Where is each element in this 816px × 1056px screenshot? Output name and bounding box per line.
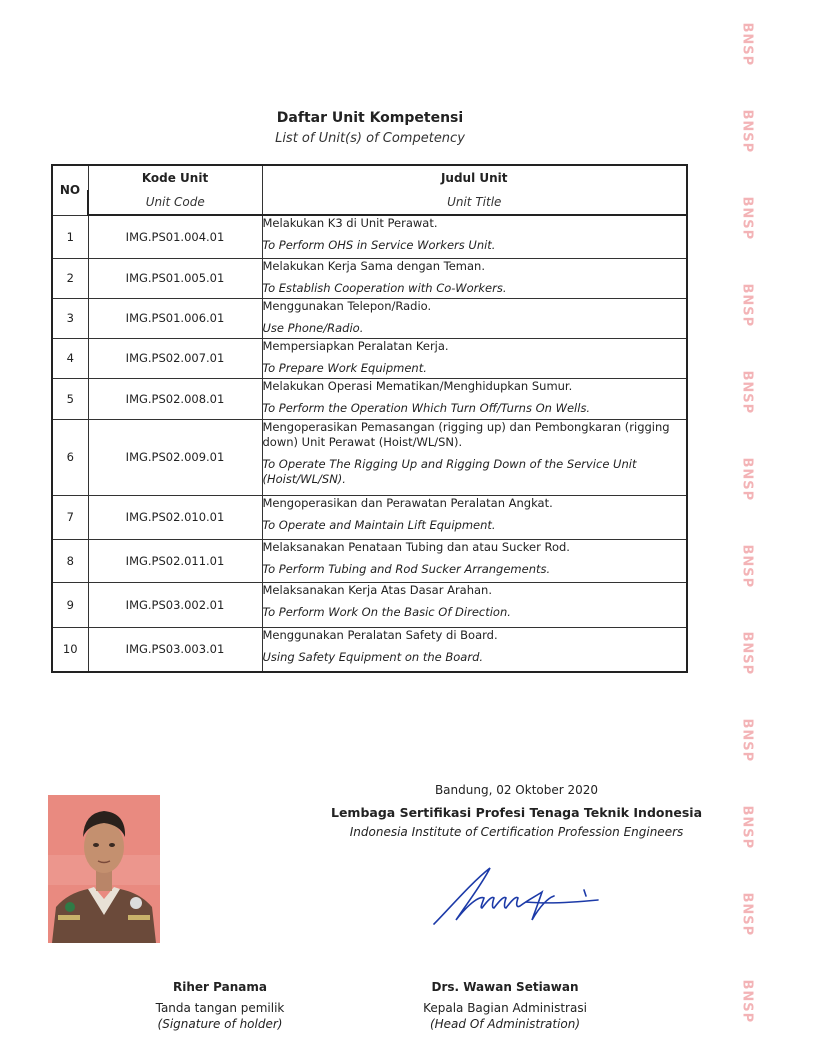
unit-title-en: To Perform Tubing and Rod Sucker Arrangements. xyxy=(262,561,551,576)
unit-title-id: Mempersiapkan Peralatan Kerja. xyxy=(262,338,449,353)
table-row xyxy=(52,582,687,627)
official-signature xyxy=(428,862,608,932)
unit-title-id: Melaksanakan Penataan Tubing dan atau Sucker Rod. xyxy=(262,539,570,554)
bnsp-watermark: BNSP xyxy=(739,283,755,328)
unit-title-en: To Prepare Work Equipment. xyxy=(262,360,427,375)
table-row xyxy=(52,627,687,672)
bnsp-watermark: BNSP xyxy=(739,457,755,502)
holder-signature-label-en: (Signature of holder) xyxy=(157,1017,283,1031)
unit-code: IMG.PS03.002.01 xyxy=(88,582,262,627)
unit-code: IMG.PS03.003.01 xyxy=(88,627,262,672)
unit-title-en: To Perform OHS in Service Workers Unit. xyxy=(262,238,496,252)
unit-title-id: Melakukan Kerja Sama dengan Teman. xyxy=(262,258,485,273)
table-row xyxy=(52,539,687,582)
place-date: Bandung, 02 Oktober 2020 xyxy=(434,783,599,797)
bnsp-watermark: BNSP xyxy=(739,631,755,676)
header-no: NO xyxy=(52,165,88,215)
unit-title-id: Mengoperasikan Pemasangan (rigging up) dan Pembongkaran (rigging down) Unit Perawat (Hoist/WL/SN). xyxy=(262,419,670,449)
row-number: 2 xyxy=(52,258,88,298)
official-name: Drs. Wawan Setiawan xyxy=(431,980,579,994)
unit-code: IMG.PS01.005.01 xyxy=(88,258,262,298)
competency-table xyxy=(51,164,688,673)
bnsp-watermark: BNSP xyxy=(739,718,755,763)
row-number: 1 xyxy=(52,215,88,258)
unit-title xyxy=(262,378,687,419)
header-code: Kode Unit xyxy=(88,165,262,190)
bnsp-watermark: BNSP xyxy=(739,979,755,1024)
row-number: 9 xyxy=(52,582,88,627)
unit-title xyxy=(262,582,687,627)
row-number: 8 xyxy=(52,539,88,582)
row-number: 6 xyxy=(52,419,88,495)
unit-title-id: Melaksanakan Kerja Atas Dasar Arahan. xyxy=(262,582,493,597)
holder-photo xyxy=(48,795,160,943)
unit-title xyxy=(262,539,687,582)
unit-title xyxy=(262,495,687,539)
holder-signature-label: Tanda tangan pemilik xyxy=(155,1001,285,1015)
table-row xyxy=(52,298,687,338)
page-subtitle: List of Unit(s) of Competency xyxy=(275,131,465,146)
official-title-en: (Head Of Administration) xyxy=(429,1017,581,1031)
table-row xyxy=(52,419,687,495)
table-row xyxy=(52,495,687,539)
table-body xyxy=(52,215,687,672)
page-title: Daftar Unit Kompetensi xyxy=(276,110,464,126)
bnsp-watermark: BNSP xyxy=(739,196,755,241)
row-number: 4 xyxy=(52,338,88,378)
table-row xyxy=(52,338,687,378)
unit-code: IMG.PS02.010.01 xyxy=(88,495,262,539)
unit-title xyxy=(262,215,687,258)
unit-code: IMG.PS02.008.01 xyxy=(88,378,262,419)
unit-title-id: Melakukan Operasi Mematikan/Menghidupkan Sumur. xyxy=(262,378,573,393)
bnsp-watermark: BNSP xyxy=(739,805,755,850)
row-number: 10 xyxy=(52,627,88,672)
unit-code: IMG.PS02.009.01 xyxy=(88,419,262,495)
unit-title-en: Using Safety Equipment on the Board. xyxy=(262,649,484,664)
row-number: 7 xyxy=(52,495,88,539)
unit-title-en: To Perform Work On the Basic Of Direction. xyxy=(262,604,511,619)
unit-title-en: Use Phone/Radio. xyxy=(262,320,364,335)
header-code-en: Unit Code xyxy=(88,190,262,215)
unit-title-en: To Operate The Rigging Up and Rigging Down of the Service Unit (Hoist/WL/SN). xyxy=(262,456,637,486)
unit-title xyxy=(262,419,687,495)
unit-title-id: Menggunakan Peralatan Safety di Board. xyxy=(262,627,498,642)
bnsp-watermark: BNSP xyxy=(739,109,755,154)
unit-code: IMG.PS02.007.01 xyxy=(88,338,262,378)
holder-name: Riher Panama xyxy=(173,980,267,994)
organization-name-en: Indonesia Institute of Certification Profession Engineers xyxy=(349,825,684,839)
official-title: Kepala Bagian Administrasi xyxy=(423,1001,587,1015)
unit-title-id: Melakukan K3 di Unit Perawat. xyxy=(262,216,438,230)
unit-title-id: Menggunakan Telepon/Radio. xyxy=(262,298,432,313)
bnsp-watermark-column xyxy=(732,0,762,1056)
row-number: 3 xyxy=(52,298,88,338)
bnsp-watermark: BNSP xyxy=(739,22,755,67)
header-title-en: Unit Title xyxy=(262,190,687,215)
row-number: 5 xyxy=(52,378,88,419)
table-row xyxy=(52,215,687,258)
unit-title-en: To Operate and Maintain Lift Equipment. xyxy=(262,517,496,532)
unit-title-id: Mengoperasikan dan Perawatan Peralatan Angkat. xyxy=(262,495,553,510)
unit-title xyxy=(262,627,687,672)
table-row xyxy=(52,258,687,298)
unit-title-en: To Perform the Operation Which Turn Off/Turns On Wells. xyxy=(262,400,591,415)
unit-title xyxy=(262,338,687,378)
unit-title xyxy=(262,298,687,338)
table-row xyxy=(52,378,687,419)
unit-code: IMG.PS02.011.01 xyxy=(88,539,262,582)
organization-name: Lembaga Sertifikasi Profesi Tenaga Teknik Indonesia xyxy=(330,805,703,820)
bnsp-watermark: BNSP xyxy=(739,544,755,589)
header-title: Judul Unit xyxy=(262,165,687,190)
bnsp-watermark: BNSP xyxy=(739,370,755,415)
unit-code: IMG.PS01.006.01 xyxy=(88,298,262,338)
bnsp-watermark: BNSP xyxy=(739,892,755,937)
unit-code: IMG.PS01.004.01 xyxy=(88,215,262,258)
unit-title xyxy=(262,258,687,298)
unit-title-en: To Establish Cooperation with Co-Workers. xyxy=(262,280,507,295)
